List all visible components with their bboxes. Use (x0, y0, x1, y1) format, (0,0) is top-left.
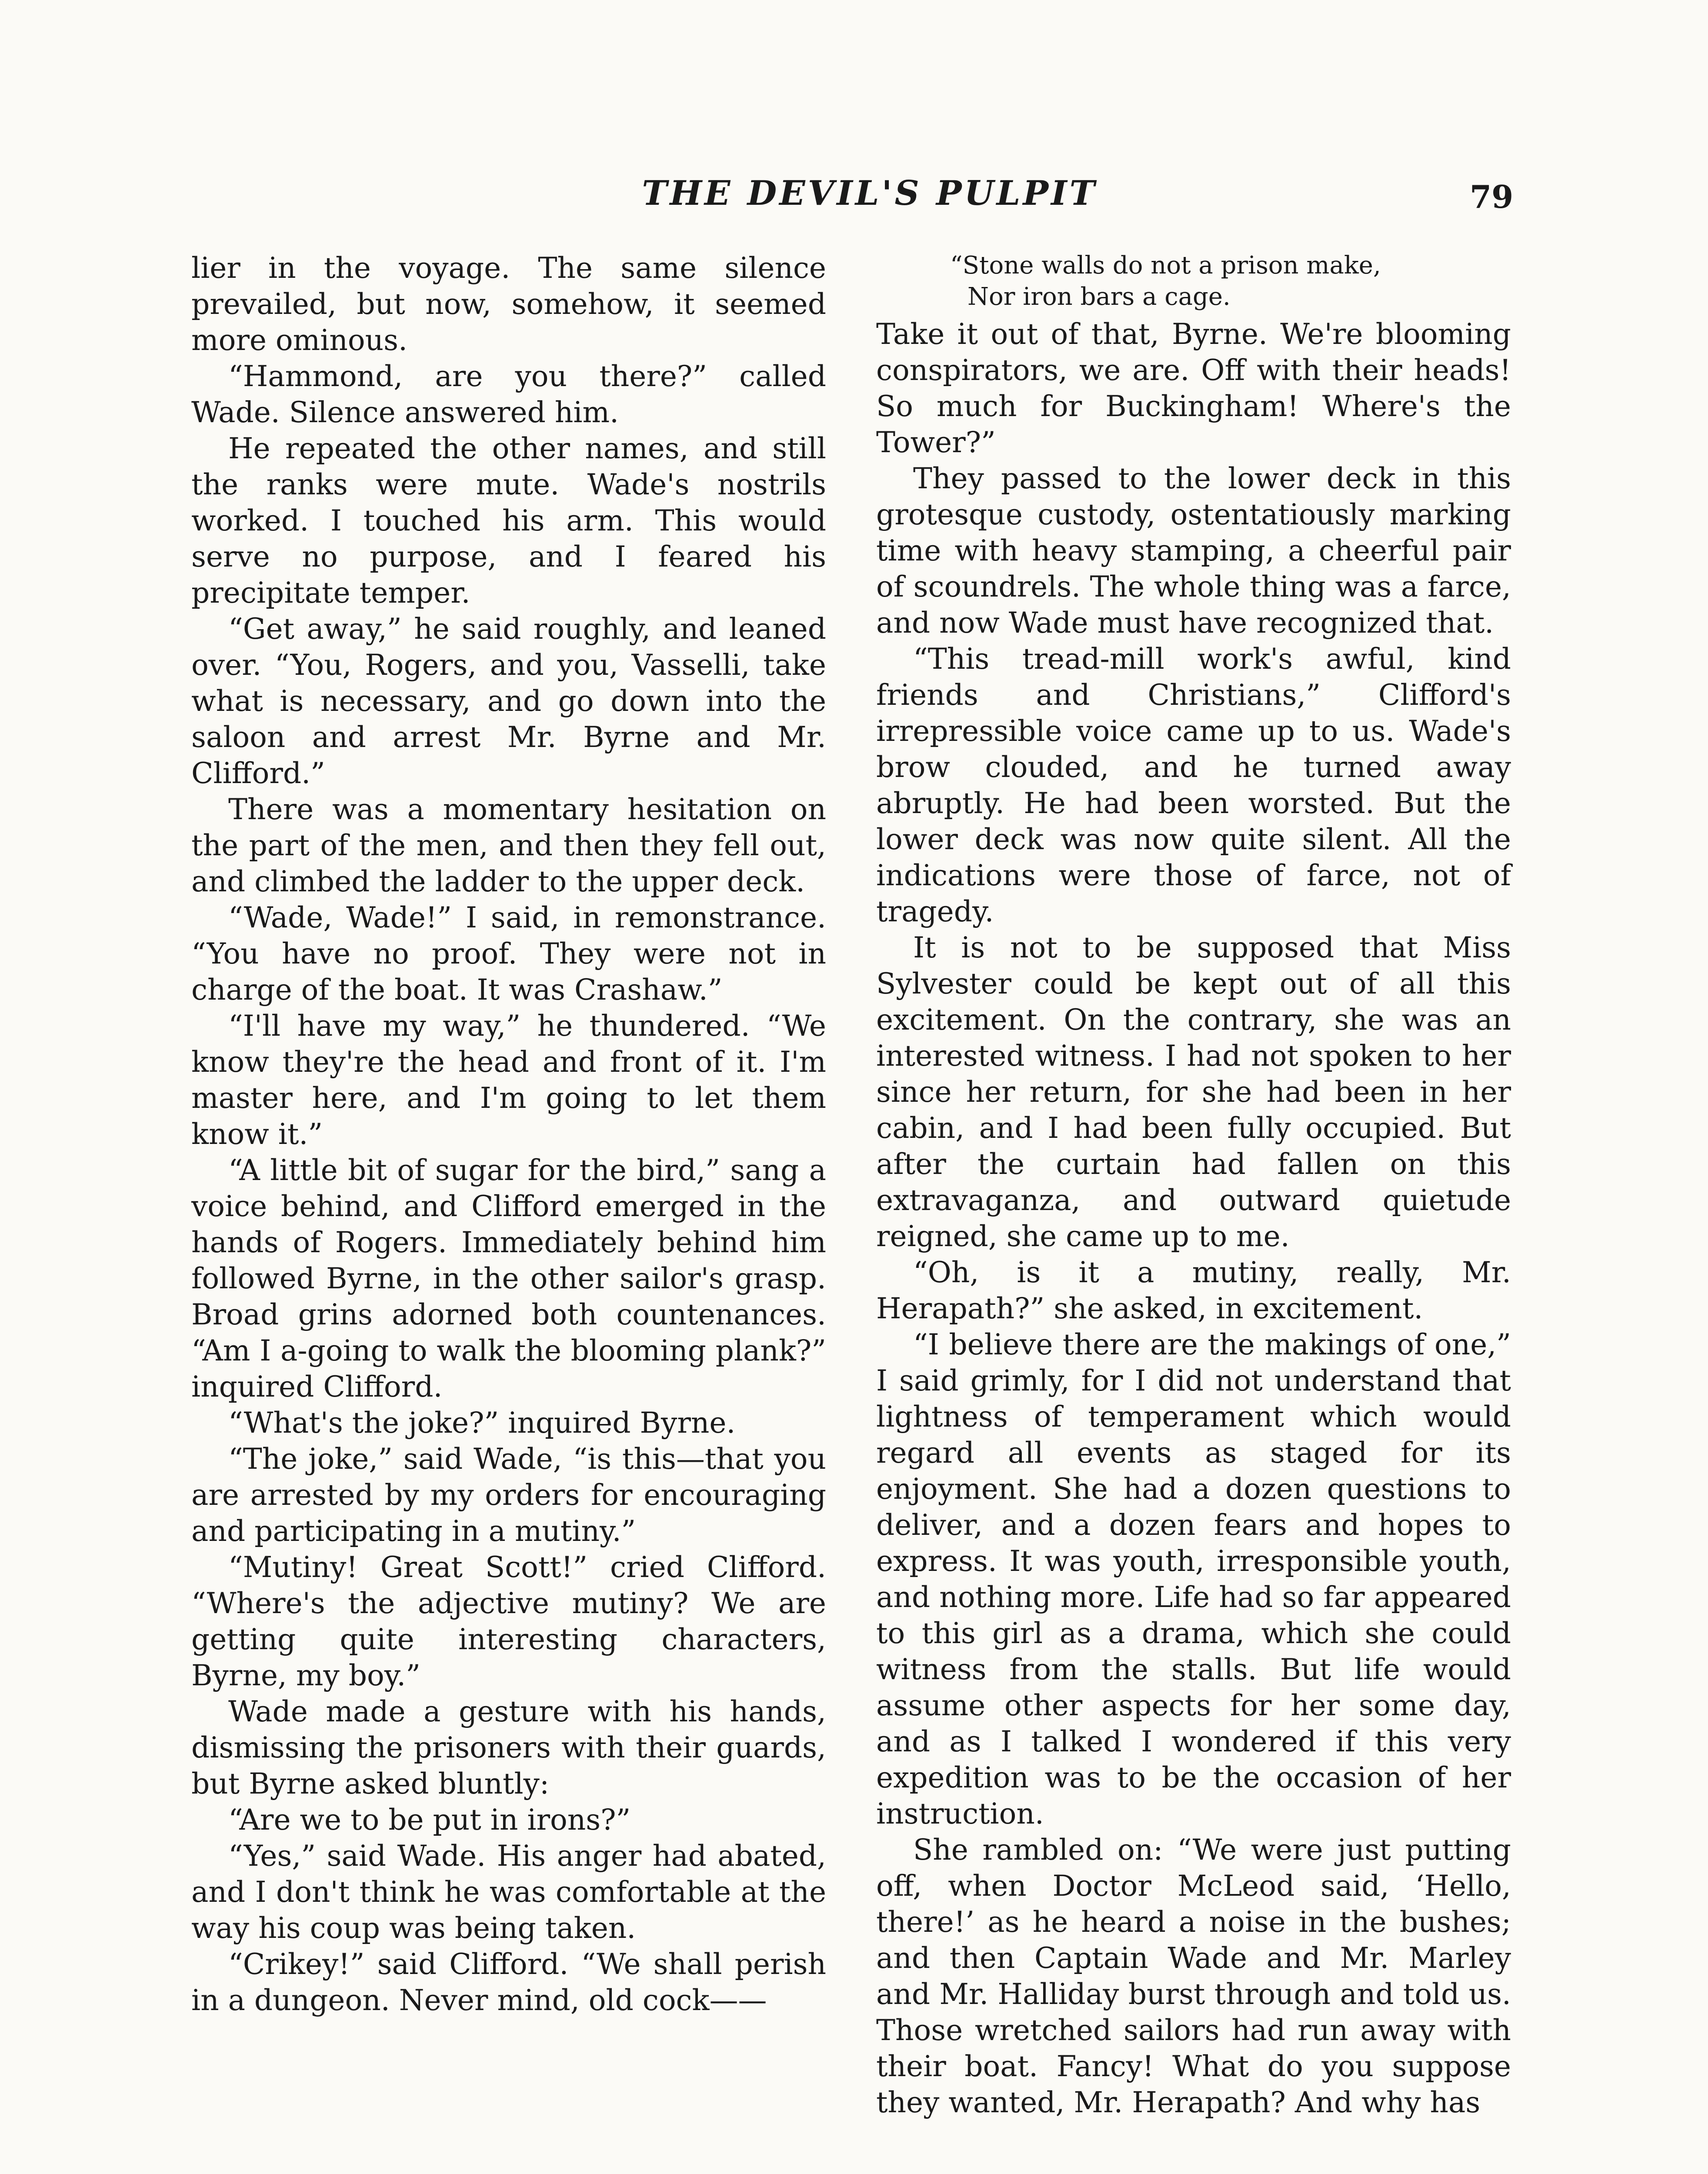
right-column (876, 250, 1511, 2121)
paragraph: “Hammond, are you there?” called Wade. Silence answered him. (191, 360, 826, 429)
paragraph: “Oh, is it a mutiny, really, Mr. Herapath?” she asked, in excitement. (876, 1256, 1511, 1325)
paragraph: Wade made a gesture with his hands, dismissing the prisoners with their guards, but Byrne asked bluntly: (191, 1695, 826, 1801)
paragraph: “Are we to be put in irons?” (228, 1803, 631, 1837)
paragraph: “Get away,” he said roughly, and leaned over. “You, Rogers, and you, Vasselli, take what is necessary, and go down into the saloon and arrest Mr. Byrne and Mr. Clifford.” (191, 612, 826, 790)
paragraph: “This tread-mill work's awful, kind friends and Christians,” Clifford's irrepressible voice came up to us. Wade's brow clouded, and he turned away abruptly. He had been worsted. But the lower deck was now quite silent. All the indications were those of farce, not of tragedy. (876, 642, 1511, 928)
paragraph: Take it out of that, Byrne. We're blooming conspirators, we are. Off with their heads! So much for Buckingham! Where's the Tower?” (876, 317, 1511, 459)
paragraph: lier in the voyage. The same silence prevailed, but now, somehow, it seemed more ominous. (191, 251, 826, 357)
left-column (191, 250, 826, 2018)
paragraph: “I'll have my way,” he thundered. “We know they're the head and front of it. I'm master here, and I'm going to let them know it.” (191, 1009, 826, 1151)
paragraph: “The joke,” said Wade, “is this—that you are arrested by my orders for encouraging and participating in a mutiny.” (191, 1442, 826, 1548)
verse-line: “Stone walls do not a prison make, (950, 251, 1381, 280)
paragraph: It is not to be supposed that Miss Sylvester could be kept out of all this excitement. On the contrary, she was an interested witness. I had not spoken to her since her return, for she had been in her cabin, and I had been fully occupied. But after the curtain had fallen on this extravaganza, and outward quietude reigned, she came up to me. (876, 931, 1511, 1253)
verse-quotation (876, 250, 1511, 313)
paragraph: They passed to the lower deck in this grotesque custody, ostentatiously marking time with heavy stamping, a cheerful pair of scoundrels. The whole thing was a farce, and now Wade must have recognized that. (876, 462, 1511, 640)
page-header (0, 170, 1708, 230)
paragraph: There was a momentary hesitation on the part of the men, and then they fell out, and climbed the ladder to the upper deck. (191, 793, 826, 898)
page-number: 79 (1470, 178, 1514, 215)
paragraph: “Yes,” said Wade. His anger had abated, and I don't think he was comfortable at the way his coup was being taken. (191, 1839, 826, 1945)
paragraph: “Mutiny! Great Scott!” cried Clifford. “Where's the adjective mutiny? We are getting quite interesting characters, Byrne, my boy.” (191, 1550, 826, 1692)
paragraph: “Crikey!” said Clifford. “We shall perish in a dungeon. Never mind, old cock—— (191, 1947, 826, 2017)
paragraph: “A little bit of sugar for the bird,” sang a voice behind, and Clifford emerged in the hands of Rogers. Immediately behind him followed Byrne, in the other sailor's grasp. Broad grins adorned both countenances. “Am I a-going to walk the blooming plank?” inquired Clifford. (191, 1154, 826, 1404)
running-title: THE DEVIL'S PULPIT (642, 173, 1098, 213)
paragraph: “What's the joke?” inquired Byrne. (228, 1406, 736, 1440)
verse-line: Nor iron bars a cage. (967, 283, 1231, 311)
paragraph: “Wade, Wade!” I said, in remonstrance. “You have no proof. They were not in charge of the boat. It was Crashaw.” (191, 901, 826, 1007)
paragraph: “I believe there are the makings of one,” I said grimly, for I did not understand that lightness of temperament which would regard all events as staged for its enjoyment. She had a dozen questions to deliver, and a dozen fears and hopes to express. It was youth, irresponsible youth, and nothing more. Life had so far appeared to this girl as a drama, which she could witness from the stalls. But life would assume other aspects for her some day, and as I talked I wondered if this very expedition was to be the occasion of her instruction. (876, 1328, 1511, 1831)
paragraph: She rambled on: “We were just putting off, when Doctor McLeod said, ‘Hello, there!’ as he heard a noise in the bushes; and then Captain Wade and Mr. Marley and Mr. Halliday burst through and told us. Those wretched sailors had run away with their boat. Fancy! What do you suppose they wanted, Mr. Herapath? And why has (876, 1833, 1511, 2119)
paragraph: He repeated the other names, and still the ranks were mute. Wade's nostrils worked. I touched his arm. This would serve no purpose, and I feared his precipitate temper. (191, 432, 826, 610)
